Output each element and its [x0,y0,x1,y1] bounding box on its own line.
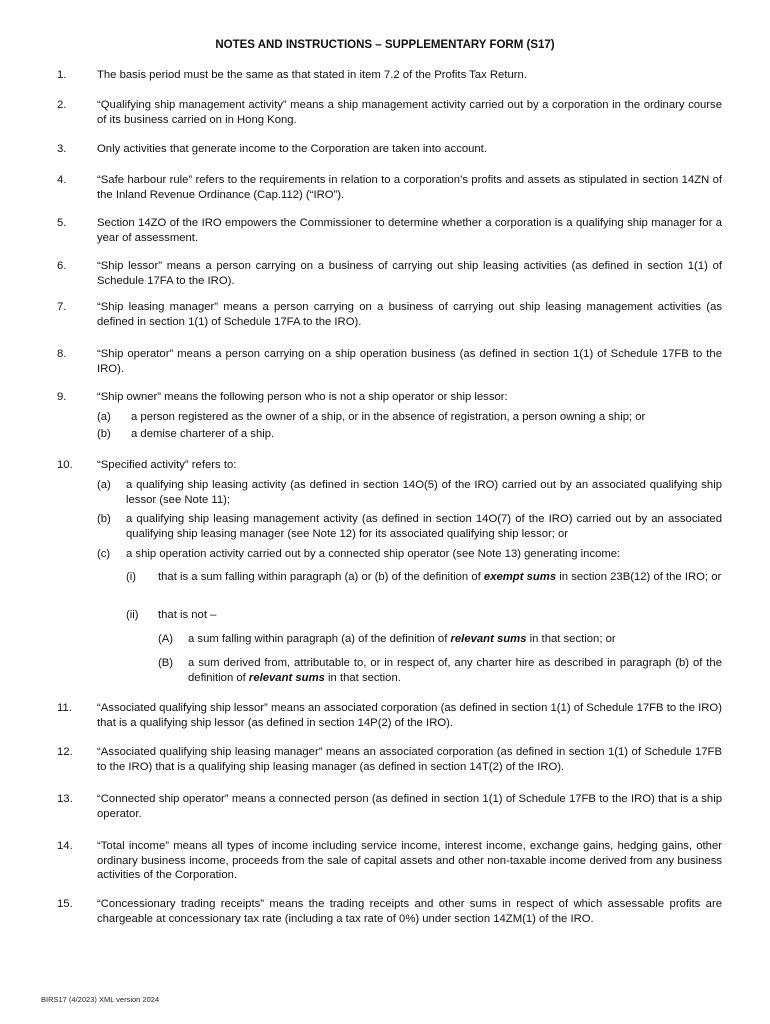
note-number: 9. [57,391,67,403]
item-text: a qualifying ship leasing activity (as defined in section 14O(5) of the IRO) carried out by an associated qualifying ship lessor (see Note 11); [126,479,722,506]
page-title: NOTES AND INSTRUCTIONS – SUPPLEMENTARY FORM (S17) [215,39,555,51]
note-text: “Associated qualifying ship lessor” means an associated corporation (as defined in section 1(1) of Schedule 17FB to the IRO) that is a qualifying ship lessor (as defined in section 14P(2) of the IRO). [97,702,722,729]
note-number: 2. [57,99,67,111]
note-text: Section 14ZO of the IRO empowers the Commissioner to determine whether a corporation is a qualifying ship manager for a year of assessment. [97,217,722,244]
defined-term: relevant sums [248,671,325,684]
item-text [188,656,722,685]
item-label: (B) [158,657,174,669]
item-text: that is not – [158,609,217,621]
item-label: (A) [158,633,174,645]
note-text: Only activities that generate income to the Corporation are taken into account. [97,143,487,155]
note-text: “Safe harbour rule” refers to the requirements in relation to a corporation’s profits and assets as stipulated in section 14ZN of the Inland Revenue Ordinance (Cap.112) (“IRO”). [97,174,722,201]
note-number: 10. [57,459,73,471]
item-text-part: a sum falling within paragraph (a) of the definition of [188,633,451,645]
note-text: “Ship lessor” means a person carrying on a business of carrying out ship leasing activities (as defined in section 1(1) of Schedule 17FA to the IRO). [97,260,722,287]
note-text: “Concessionary trading receipts” means the trading receipts and other sums in respect of which assessable profits are chargeable at concessionary tax rate (including a tax rate of 0%) under section 14ZM(1) of the IRO. [97,898,722,925]
item-label: (c) [97,548,111,560]
note-text: “Qualifying ship management activity” means a ship management activity carried out by a corporation in the ordinary course of its business carried on in Hong Kong. [97,99,722,126]
note-number: 5. [57,217,67,229]
note-number: 6. [57,260,67,272]
note-number: 7. [57,301,67,313]
item-label: (a) [97,479,111,491]
defined-term: relevant sums [450,633,527,645]
note-number: 15. [57,898,73,910]
item-text-part: a sum derived from, attributable to, or in respect of, any charter hire as described in paragraph (b) of the definition of [188,657,722,684]
note-number: 8. [57,348,67,360]
item-text [188,632,722,647]
form-footer: BIRS17 (4/2023) XML version 2024 [41,995,160,1004]
item-text: a qualifying ship leasing management activity (as defined in section 14O(7) of the IRO) carried out by an associated qualifying ship leasing manager (see Note 12) for its associated qualifying ship lessor; or [126,513,722,540]
note-text: “Ship operator” means a person carrying on a ship operation business (as defined in section 1(1) of Schedule 17FB to the IRO). [97,348,722,375]
note-text: “Ship leasing manager” means a person carrying on a business of carrying out ship leasing management activities (as defined in section 1(1) of Schedule 17FA to the IRO). [97,301,722,328]
item-text: a demise charterer of a ship. [131,428,275,440]
item-label: (ii) [126,609,139,621]
note-number: 3. [57,143,67,155]
note-number: 12. [57,746,73,758]
note-text: “Connected ship operator” means a connected person (as defined in section 1(1) of Schedule 17FB to the IRO) that is a ship operator. [97,793,722,820]
item-text-part: that is a sum falling within paragraph (a) or (b) of the definition of [158,571,484,583]
item-text [158,570,722,585]
defined-term: exempt sums [483,571,557,583]
note-number: 4. [57,174,67,186]
note-text: The basis period must be the same as that stated in item 7.2 of the Profits Tax Return. [97,69,527,81]
note-text: “Specified activity” refers to: [97,459,237,471]
note-number: 11. [57,702,72,714]
item-text-part: in that section; or [526,633,616,645]
note-text: “Total income” means all types of income including service income, interest income, exchange gains, hedging gains, other ordinary business income, proceeds from the sale of capital assets and other non-taxable income derived from any business activities of the Corporation. [97,840,722,881]
note-number: 13. [57,793,73,805]
item-text-part: in that section. [324,671,401,684]
note-number: 14. [57,840,73,852]
note-number: 1. [57,69,67,81]
item-label: (b) [97,428,111,440]
note-text: “Associated qualifying ship leasing manager” means an associated corporation (as defined in section 1(1) of Schedule 17FB to the IRO) that is a qualifying ship leasing manager (as defined in section 14T(2) of the IRO). [97,746,722,773]
item-text-part: in section 23B(12) of the IRO; or [556,571,722,583]
item-text: a ship operation activity carried out by a connected ship operator (see Note 13) generating income: [126,548,621,560]
note-text: “Ship owner” means the following person who is not a ship operator or ship lessor: [97,391,508,403]
item-label: (b) [97,513,111,525]
item-text: a person registered as the owner of a ship, or in the absence of registration, a person owning a ship; or [131,411,646,423]
item-label: (a) [97,411,111,423]
item-label: (i) [126,571,137,583]
